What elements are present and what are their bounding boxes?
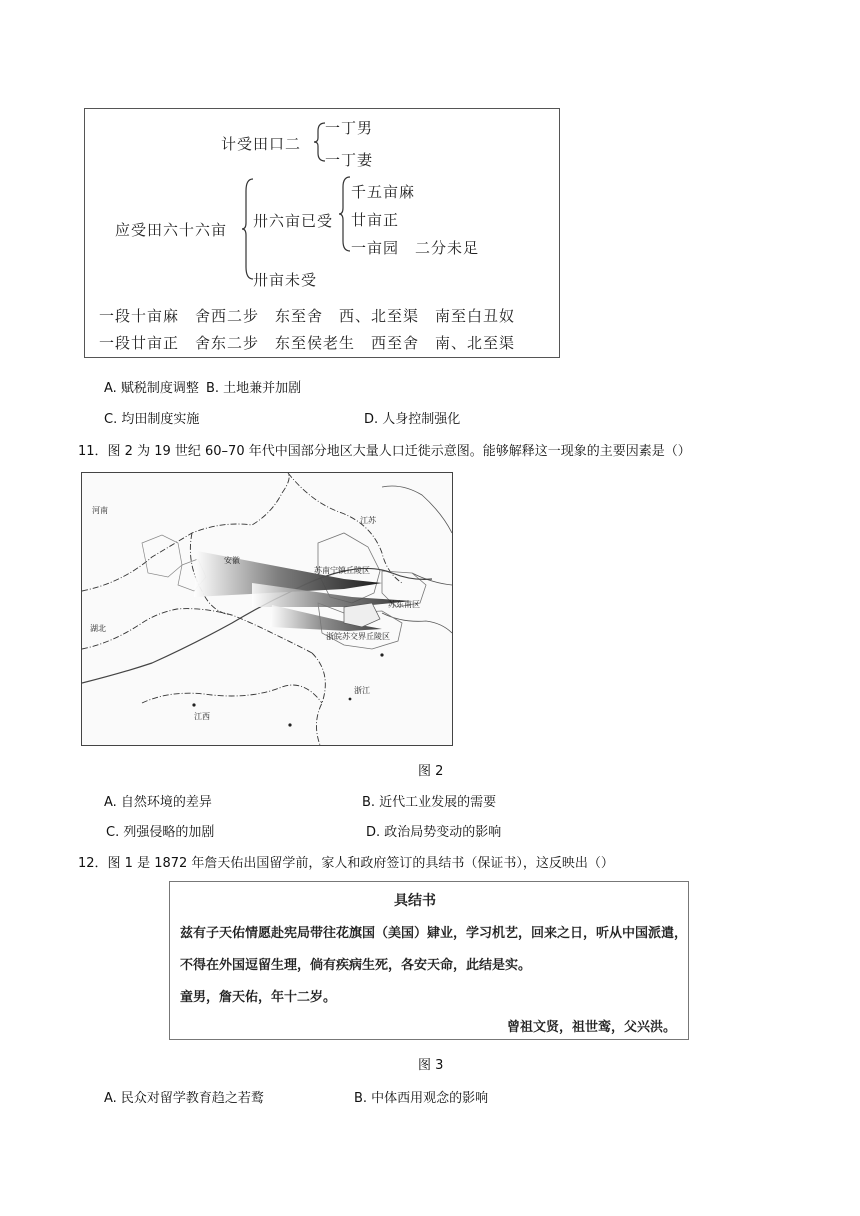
- map-label-henan: 河南: [92, 506, 108, 515]
- map-label-area3: 浙皖苏交界丘陵区: [326, 632, 390, 641]
- land-register-figure: [84, 108, 560, 358]
- q11-stem: 11．图 2 为 19 世纪 60–70 年代中国部分地区大量人口迁徙示意图。能够解释这一现象的主要因素是（）: [78, 444, 691, 459]
- q12-option-b: B. 中体西用观念的影响: [354, 1091, 489, 1106]
- map-label-hubei: 湖北: [90, 624, 106, 633]
- certificate-signature: 曾祖文贤，祖世鸾，父兴洪。: [506, 1020, 676, 1035]
- register-row2-unreceived: 卅亩未受: [253, 271, 318, 289]
- q12-option-a: A. 民众对留学教育趋之若鹜: [104, 1091, 264, 1106]
- register-sub-item-2: 廿亩正: [351, 211, 400, 229]
- register-row1-item-1: 一丁男: [325, 119, 374, 137]
- map-label-area1: 苏南宁镇丘陵区: [314, 566, 370, 575]
- register-row1-label: 计受田口二: [221, 135, 302, 153]
- q10-option-c: C. 均田制度实施: [104, 412, 200, 427]
- brace-icon: [338, 175, 352, 255]
- q10-option-d: D. 人身控制强化: [364, 412, 461, 427]
- q12-stem: 12．图 1 是 1872 年詹天佑出国留学前，家人和政府签订的具结书（保证书），这反映出（）: [78, 856, 614, 871]
- certificate-line-3: 童男，詹天佑，年十二岁。: [180, 990, 337, 1005]
- q11-option-a: A. 自然环境的差异: [104, 795, 212, 810]
- certificate-line-1: 兹有子天佑情愿赴宪局带往花旗国（美国）肄业，学习机艺，回来之日，听从中国派遣，: [180, 926, 688, 941]
- register-sub-item-3: 一亩园 二分未足: [351, 239, 480, 257]
- register-row2-label: 应受田六十六亩: [115, 221, 228, 239]
- figure-3-caption: 图 3: [418, 1058, 444, 1073]
- figure-2-caption: 图 2: [418, 764, 444, 779]
- q11-option-b: B. 近代工业发展的需要: [362, 795, 497, 810]
- migration-map: [81, 472, 453, 746]
- certificate-title: 具结书: [394, 893, 436, 909]
- q10-option-b: B. 土地兼并加剧: [206, 381, 302, 396]
- q11-option-d: D. 政治局势变动的影响: [366, 825, 502, 840]
- map-label-zhejiang: 浙江: [354, 686, 370, 695]
- q10-option-a: A. 赋税制度调整: [104, 381, 199, 396]
- map-label-jiangsu: 江苏: [360, 516, 376, 525]
- register-plot-line-1: 一段十亩麻 舍西二步 东至舍 西、北至渠 南至白丑奴: [99, 307, 516, 325]
- certificate-line-2: 不得在外国逗留生理，倘有疾病生死，各安天命，此结是实。: [180, 958, 532, 973]
- q11-option-c: C. 列强侵略的加剧: [106, 825, 215, 840]
- map-label-anhui: 安徽: [224, 556, 240, 565]
- guarantee-certificate: [169, 881, 689, 1040]
- map-label-area2: 苏东南区: [388, 600, 420, 609]
- register-row2-sub-label: 卅六亩已受: [253, 212, 334, 230]
- map-label-jiangxi: 江西: [194, 712, 210, 721]
- register-sub-item-1: 千五亩麻: [351, 183, 416, 201]
- register-row1-item-2: 一丁妻: [325, 151, 374, 169]
- register-plot-line-2: 一段廿亩正 舍东二步 东至侯老生 西至舍 南、北至渠: [99, 334, 516, 352]
